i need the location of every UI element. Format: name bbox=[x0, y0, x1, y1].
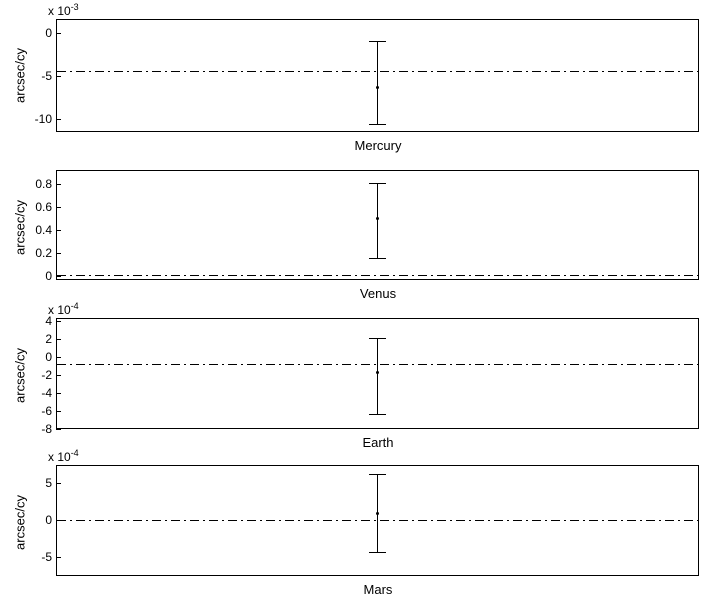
errorbar-cap-top bbox=[369, 338, 386, 339]
x-axis-label-venus: Venus bbox=[359, 286, 397, 301]
ytick-mark bbox=[56, 33, 61, 34]
y-axis-exponent-power: -4 bbox=[70, 448, 79, 458]
y-axis-label-earth: arcsec/cy bbox=[12, 348, 28, 403]
ytick-mark bbox=[56, 230, 61, 231]
errorbar-line bbox=[377, 338, 378, 414]
ytick-label: -5 bbox=[41, 69, 52, 83]
ytick-label: 0 bbox=[45, 26, 52, 40]
ytick-label: 0.8 bbox=[35, 177, 52, 191]
errorbar-cap-bottom bbox=[369, 414, 386, 415]
ytick-mark bbox=[56, 253, 61, 254]
y-axis-exponent-prefix: x 10 bbox=[48, 303, 71, 317]
errorbar-line bbox=[377, 41, 378, 124]
ytick-label: -5 bbox=[41, 550, 52, 564]
y-axis-exponent-power: -4 bbox=[70, 301, 79, 311]
y-axis-exponent bbox=[48, 448, 79, 464]
y-axis-exponent bbox=[48, 2, 79, 18]
ytick-mark bbox=[56, 483, 61, 484]
ytick-mark bbox=[56, 393, 61, 394]
ytick-mark bbox=[56, 276, 61, 277]
ytick-mark bbox=[56, 207, 61, 208]
ytick-label: -10 bbox=[34, 112, 52, 126]
data-point bbox=[376, 512, 379, 515]
errorbar-cap-bottom bbox=[369, 552, 386, 553]
ytick-mark bbox=[56, 375, 61, 376]
ytick-label: 5 bbox=[45, 476, 52, 490]
y-axis-label-mercury: arcsec/cy bbox=[12, 48, 28, 103]
ytick-mark bbox=[56, 357, 61, 358]
x-axis-label-earth: Earth bbox=[362, 435, 394, 450]
ytick-label: 0 bbox=[45, 350, 52, 364]
panel-venus bbox=[0, 155, 708, 303]
ytick-label: 0.4 bbox=[35, 223, 52, 237]
errorbar-cap-top bbox=[369, 183, 386, 184]
ytick-mark bbox=[56, 411, 61, 412]
ytick-label: -4 bbox=[41, 386, 52, 400]
panel-mercury bbox=[0, 0, 708, 155]
panel-earth bbox=[0, 303, 708, 451]
ytick-label: 4 bbox=[45, 314, 52, 328]
data-point bbox=[376, 217, 379, 220]
errorbar-line bbox=[377, 183, 378, 258]
ytick-label: 0.6 bbox=[35, 200, 52, 214]
errorbar-cap-top bbox=[369, 41, 386, 42]
ytick-mark bbox=[56, 119, 61, 120]
ytick-label: 0.2 bbox=[35, 246, 52, 260]
y-axis-label-mars: arcsec/cy bbox=[12, 495, 28, 550]
errorbar-cap-bottom bbox=[369, 124, 386, 125]
ytick-label: -6 bbox=[41, 404, 52, 418]
ytick-mark bbox=[56, 321, 61, 322]
y-axis-exponent-power: -3 bbox=[70, 2, 79, 12]
ytick-mark bbox=[56, 339, 61, 340]
errorbar-cap-top bbox=[369, 474, 386, 475]
reference-line-stroke bbox=[57, 275, 698, 276]
y-axis-exponent-prefix: x 10 bbox=[48, 450, 71, 464]
ytick-label: 0 bbox=[45, 513, 52, 527]
panel-mars bbox=[0, 448, 708, 599]
y-axis-exponent-prefix: x 10 bbox=[48, 4, 71, 18]
ytick-mark bbox=[56, 557, 61, 558]
ytick-label: -2 bbox=[41, 368, 52, 382]
x-axis-label-mercury: Mercury bbox=[354, 138, 402, 153]
data-point bbox=[376, 86, 379, 89]
ytick-label: 2 bbox=[45, 332, 52, 346]
ytick-label: -8 bbox=[41, 422, 52, 436]
ytick-label: 0 bbox=[45, 269, 52, 283]
data-point bbox=[376, 371, 379, 374]
ytick-mark bbox=[56, 184, 61, 185]
ytick-mark bbox=[56, 429, 61, 430]
y-axis-exponent bbox=[48, 301, 79, 317]
x-axis-label-mars: Mars bbox=[363, 582, 393, 597]
y-axis-label-venus: arcsec/cy bbox=[12, 200, 28, 255]
ytick-mark bbox=[56, 76, 61, 77]
errorbar-cap-bottom bbox=[369, 258, 386, 259]
